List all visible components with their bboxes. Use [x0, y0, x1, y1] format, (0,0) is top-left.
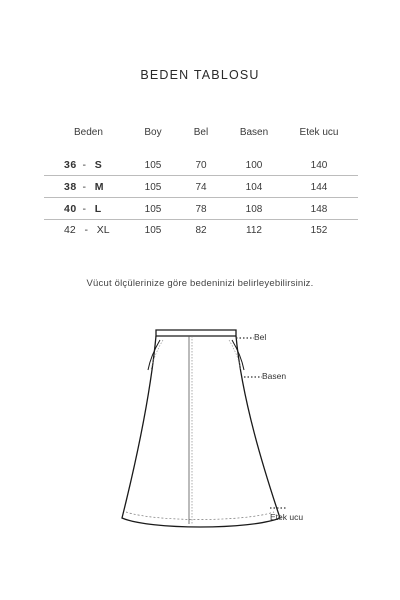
size-separator: - [84, 224, 88, 236]
header-beden: Beden [74, 127, 103, 138]
header-basen: Basen [239, 127, 269, 138]
header-bel: Bel [193, 127, 209, 138]
cell-basen: 112 [246, 225, 262, 236]
size-label [64, 203, 102, 215]
size-number: 38 [64, 181, 77, 193]
cell-boy: 105 [144, 225, 162, 236]
cell-bel: 78 [195, 204, 207, 215]
size-number: 36 [64, 159, 77, 171]
size-separator: - [82, 203, 87, 215]
cell-basen: 108 [245, 204, 263, 215]
size-letter: L [94, 203, 102, 215]
basen-dotted-leader [244, 373, 264, 381]
cell-etek: 152 [310, 225, 328, 236]
cell-bel: 82 [195, 225, 207, 236]
skirt-diagram [110, 320, 290, 540]
size-letter: XL [96, 224, 110, 236]
header-boy: Boy [144, 127, 162, 138]
etek-ucu-label: Etek ucu [270, 512, 304, 522]
size-separator: - [82, 159, 87, 171]
size-label [64, 159, 102, 171]
bel-label: Bel [254, 332, 267, 342]
cell-etek: 148 [310, 204, 328, 215]
row-divider [44, 197, 358, 198]
header-etek-ucu: Etek ucu [299, 127, 339, 138]
size-number: 40 [64, 203, 77, 215]
cell-basen: 100 [245, 160, 263, 171]
bel-dotted-leader [236, 334, 256, 342]
instruction-note: Vücut ölçülerinize göre bedeninizi belirleyebilirsiniz. [86, 278, 314, 289]
cell-bel: 70 [195, 160, 207, 171]
cell-etek: 144 [310, 182, 328, 193]
size-number: 42 [64, 224, 76, 236]
cell-boy: 105 [144, 204, 162, 215]
cell-bel: 74 [195, 182, 207, 193]
etek-ucu-dotted-leader [270, 504, 290, 512]
cell-boy: 105 [144, 182, 162, 193]
cell-boy: 105 [144, 160, 162, 171]
size-label [64, 181, 104, 193]
size-label [64, 224, 110, 236]
row-divider [44, 175, 358, 176]
row-divider [44, 219, 358, 220]
size-separator: - [82, 181, 87, 193]
size-letter: M [94, 181, 105, 193]
cell-basen: 104 [245, 182, 263, 193]
page-title: BEDEN TABLOSU [140, 68, 260, 82]
cell-etek: 140 [310, 160, 328, 171]
size-letter: S [94, 159, 103, 171]
basen-label: Basen [262, 371, 287, 381]
